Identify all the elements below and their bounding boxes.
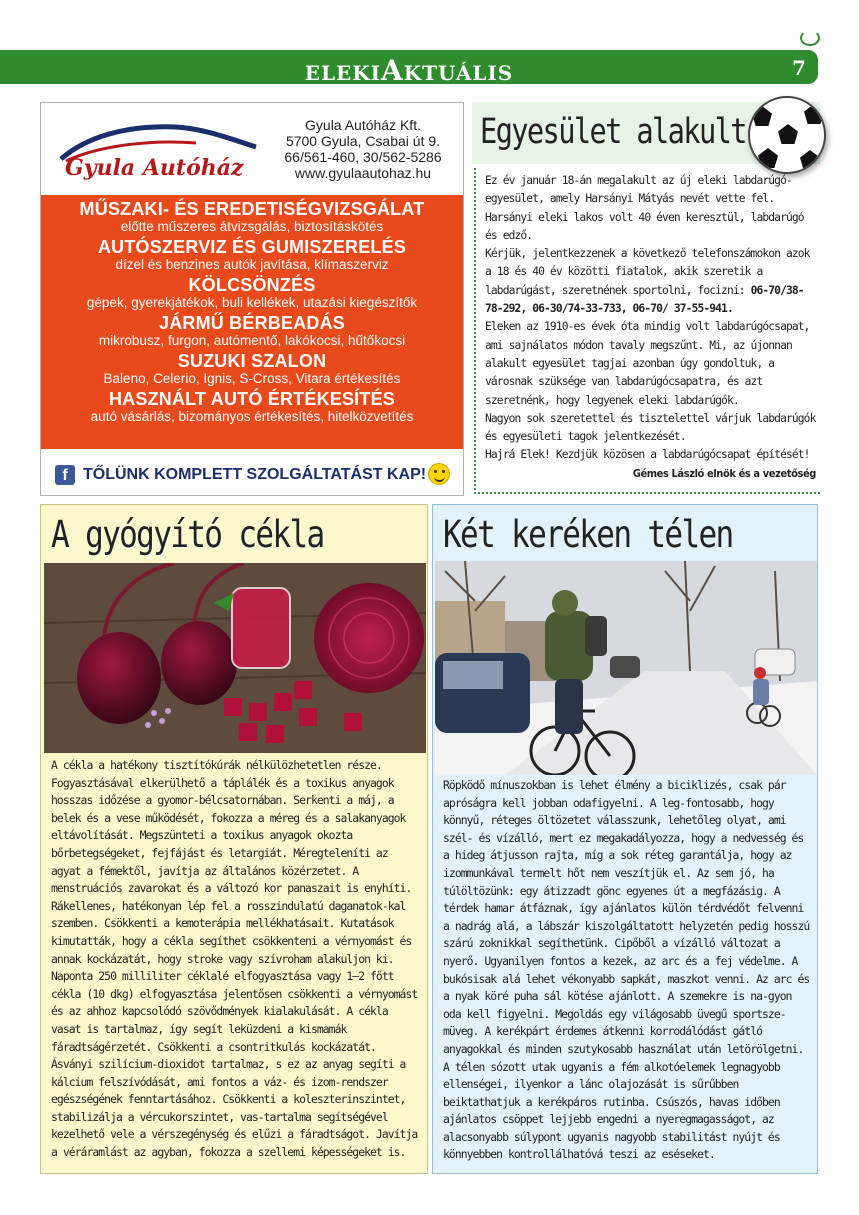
cekla-article	[40, 504, 428, 1174]
ad-website: www.gyulaautohaz.hu	[294, 165, 432, 181]
service-subtitle: autó vásárlás, bizományos értékesítés, hitelközvetítés	[90, 409, 414, 424]
article-paragraph	[485, 245, 816, 318]
article-paragraph: Ez év január 18-án megalakult az új eleki labdarúgó-egyesület, amely Harsányi Mátyás nevét vette fel. Harsányi eleki lakos volt 40 éven keresztül, labdarúgó és edző.	[485, 174, 804, 242]
article-paragraph: Hajrá Elek! Kezdjük közösen a labdarúgócsapat építését!	[485, 448, 810, 462]
service-title: AUTÓSZERVIZ ÉS GUMISZERELÉS	[97, 237, 407, 257]
ad-footer	[41, 449, 463, 495]
article-paragraph: Nagyon sok szeretettel és tisztelettel várjuk labdarúgók és egyesületi tagok jelentkezését.	[485, 411, 816, 444]
service-subtitle: gépek, gyerekjátékok, buli kellékek, utazási kiegészítők	[86, 295, 418, 310]
phone-numbers: 06-70/38-78-292, 06-30/74-33-733, 06-70/ 37-55-941.	[485, 283, 804, 316]
beetroot-illustration	[44, 563, 426, 753]
facebook-icon[interactable]: f	[55, 465, 75, 485]
service-subtitle: mikrobusz, furgon, autómentő, lakókocsi, hűtőkocsi	[98, 333, 406, 348]
service-subtitle: dízel és benzines autók javítása, klímaszerviz	[115, 257, 389, 272]
ad-slogan: TŐLÜNK KOMPLETT SZOLGÁLTATÁST KAP!	[83, 466, 427, 483]
title-suffix: KTUÁLIS	[403, 61, 514, 85]
service-title: JÁRMŰ BÉRBEADÁS	[158, 313, 345, 333]
bike-body: Röpködő mínuszokban is lehet élmény a biciklizés, csak pár apróságra kell jobban odafigyelni. A leg-fontosabb, hogy könnyű, réteges öltözetet válasszunk, lehetőleg olyat, ami szél- és vízálló, mert ez megakadályozza, hogy a nedvesség és a hideg átjusson rajta, míg a sok réteg garantálja, hogy az izommunkával termelt hőt nem veszítjük el. Az sem jó, ha túlöltözünk: egy átizzadt gönc egyenes út a megfázásig. A térdek hamar átfáznak, így ajánlatos külön térdvédőt felvenni a nadrág alá, a lábszár kiszolgáltatott helyzetén pedig hosszú szárú zoknikkal segíthetünk. Cipőből a vízálló változat a nyerő. Ugyanilyen fontos a kezek, az arc és a fej védelme. A bukósisak alá lehet vékonyabb sapkát, maszkot venni. Az arc és a nyak köré puha sál kötése ajánlott. A szemekre is na-gyon oda kell figyelni. Megoldás egy világosabb üvegű sportsze-müveg. A kerékpárt érdemes átkenni korrodálódást gátló anyagokkal és minden szutykosabb használat után letörölgetni. A télen sózott utak ugyanis a fém alkotóelemek legnagyobb ellenségei, ilyenkor a lánc olajozását is sűrűbben beiktathatjuk a kerékpáros rutinba. Csúszós, havas időben ajánlatos csöppet lejjebb engedni a nyeregmagasságot, az alacsonyabb súlypont ugyanis nagyobb stabilitást nyújt és könnyebben kontrollálhatóvá teszi az eséseket.	[443, 778, 810, 1162]
ad-logo-text: Gyula Autóház	[65, 155, 244, 181]
page-header	[0, 50, 818, 87]
bike-article	[432, 504, 818, 1174]
ad-header	[41, 103, 463, 195]
cekla-body: A cékla a hatékony tisztítókúrák nélkülözhetetlen része. Fogyasztásával elkerülhető a táplálék és a toxikus anyagok hosszas időzése a gyomor-bélcsatornában. Serkenti a máj, a belek és a vese működését, fokozza a méreg és a salakanyagok eltávolítását. Megszünteti a toxikus anyagok okozta bőrbetegségeket, fejfájást és letargiát. Méregteleníti az agyat a fémektől, javítja az általános közérzetet. A menstruációs zavarokat és a változó kor panaszait is enyhíti. Rákellenes, hatékonyan lép fel a rosszindulatú daganatok-kal szemben. Csökkenti a kemoterápia mellékhatásait. Kutatások kimutatták, hogy a cékla segíthet csökkenteni a vérnyomást és annak kockázatát, hogy stroke vagy szívroham alakuljon ki. Naponta 250 milliliter céklalé elfogyasztása vagy 1–2 főtt cékla (10 dkg) elfogyasztása jelentősen csökkenti a vérnyomást és az ahhoz kapcsolódó szövődmények kialakulását. A cékla vasat is tartalmaz, így segít leküzdeni a kismamák fáradtságérzetét. Csökkenti a csontritkulás kockázatát. Ásványi szilícium-dioxidot tartalmaz, s ez az anyag segíti a kálcium felszívódását, ami fontos a váz- és izom-rendszer egészségének fenntartásához. Csökkenti a koleszterinszintet, stabilizálja a vércukorszintet, vas-tartalma segítségével kezelhető vele a vérszegénység és elűzi a fáradtságot. Javítja a véráramlást az agyban, fokozza a szellemi képességeket is.	[51, 758, 418, 1160]
ad-services	[41, 195, 463, 449]
service-subtitle: Baleno, Celerio, Ignis, S-Cross, Vitara értékesítés	[103, 371, 401, 386]
swirl-ornament-icon	[800, 30, 820, 46]
publication-title	[0, 54, 818, 87]
beetroot-photo	[44, 563, 426, 753]
smiley-icon	[428, 463, 450, 485]
article-signature: Gémes László elnök és a vezetőség	[632, 466, 816, 480]
ad-contact	[273, 117, 453, 181]
winter-cycling-photo	[435, 561, 817, 775]
article-paragraph: Eleken az 1910-es évek óta mindig volt labdarúgócsapat, ami sajnálatos módon tavaly megszűnt. Mi, az újonnan alakult egyesület tagjai azonban úgy gondoltuk, a városnak szüksége van labdarúgócsapatra, és azt szeretnénk, hogy legyenek eleki labdarúgók.	[485, 320, 810, 407]
cekla-title: A gyógyító cékla	[51, 513, 324, 556]
title-prefix: ELEKI	[304, 61, 382, 85]
autohaz-advertisement	[40, 102, 464, 496]
article-text: Kérjük, jelentkezzenek a következő telefonszámokon azok a 18 és 40 év közötti fiatalok, akik szeretik a labdarúgást, szeretnének sportolni, focizni:	[485, 247, 810, 297]
bike-title: Két keréken télen	[443, 513, 733, 556]
egyesulet-title: Egyesület alakult	[480, 112, 746, 152]
service-subtitle: előtte műszeres átvizsgálás, biztosításkötés	[120, 219, 384, 234]
service-title: SUZUKI SZALON	[177, 351, 327, 371]
egyesulet-article	[474, 168, 820, 494]
service-title: HASZNÁLT AUTÓ ÉRTÉKESÍTÉS	[108, 389, 395, 409]
service-title: KÖLCSÖNZÉS	[188, 275, 316, 295]
winter-cycling-illustration	[435, 561, 817, 775]
ad-phone: 66/561-460, 30/562-5286	[284, 149, 442, 165]
title-initial: A	[381, 54, 404, 87]
soccer-ball-icon	[748, 96, 826, 174]
ad-address: 5700 Gyula, Csabai út 9.	[285, 133, 441, 149]
page-number: 7	[792, 56, 806, 80]
ad-company: Gyula Autóház Kft.	[305, 117, 421, 133]
service-title: MŰSZAKI- ÉS EREDETISÉGVIZSGÁLAT	[79, 199, 425, 219]
